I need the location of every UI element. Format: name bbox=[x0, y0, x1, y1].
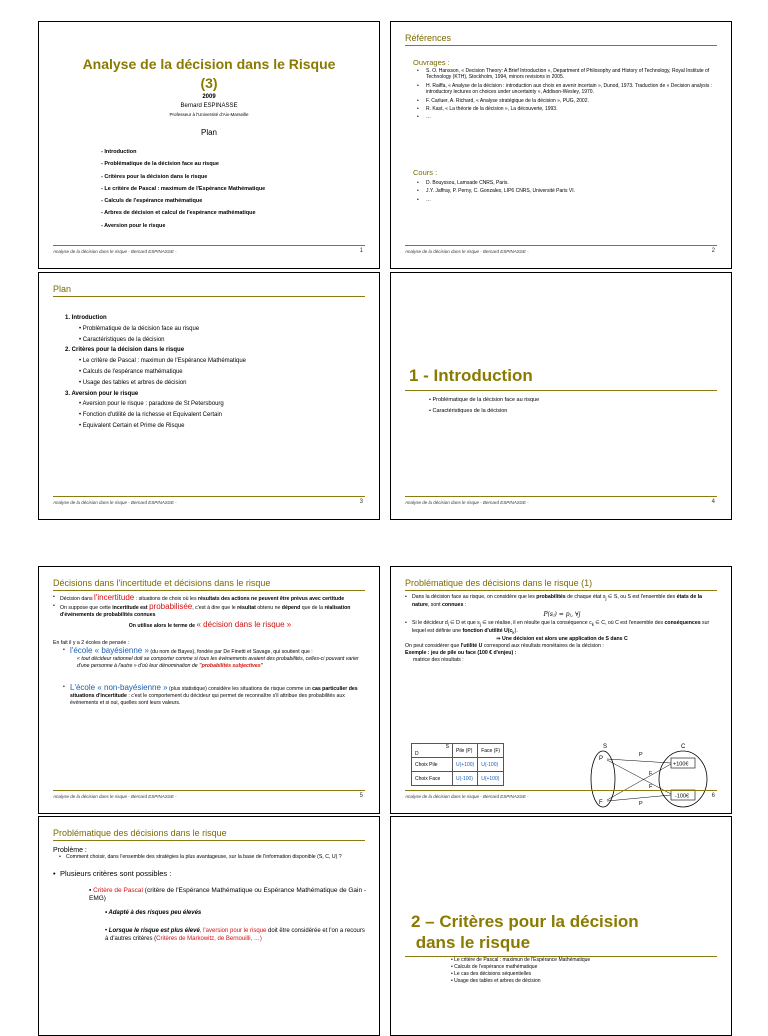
section-item: • Problématique de la décision face au risque bbox=[79, 325, 200, 332]
year: 2009 bbox=[202, 94, 216, 100]
arrow-pile-loss bbox=[607, 760, 671, 794]
matrix-label: matrice des résultats : bbox=[413, 657, 464, 664]
page-number: 2 bbox=[711, 248, 715, 254]
reference-item: • … bbox=[417, 114, 713, 120]
books-heading: Ouvrages : bbox=[413, 58, 450, 67]
column-header: Face (F) bbox=[478, 744, 504, 758]
slide-footer bbox=[53, 790, 365, 803]
plan-item: - Le critère de Pascal : maximum de l'Espérance Mathématique bbox=[101, 185, 266, 192]
bullet-bayesian: • l'école « bayésienne » (du nom de Bayes), fondée par De Finetti et Savage, qui soutient que : bbox=[63, 647, 367, 656]
slide-5 bbox=[38, 566, 380, 814]
bayesian-quote: « tout décideur rationnel doit se comporter comme si tous les événements avaient des probabilités, celles-ci pouvant varier d'une personne à l'autre » d'où leur dénomination de "probabilités subjectives" bbox=[77, 656, 359, 669]
section-item: • Fonction d'utilité de la richesse et Equivalent Certain bbox=[79, 412, 223, 419]
slide-8 bbox=[390, 816, 732, 1036]
high-risk-note: • Lorsque le risque est plus élevé, l'aversion pour le risque doit être considérée et l'on a recours à d'autres critères (Critères de Markowitz, de Bernouilli, …) bbox=[105, 928, 365, 942]
bullet-non-bayesian: • L'école « non-bayésienne » (plus statistique) considère les situations de risque comme un cas particulier des situations d'incertitude : c'est le comportement du décideur qui permet de reconnaître s'il attribue des probabilités aux événements et si oui, quelles sont leurs valeurs. bbox=[63, 684, 367, 707]
probability-formula: P(sⱼ) = pⱼ, ∀j bbox=[543, 611, 581, 619]
section-item: • Le critère de Pascal : maximun de l'Espérance Mathématique bbox=[451, 957, 591, 963]
footer-text: Analyse de la décision dans le risque - Bernard ESPINASSE - bbox=[405, 249, 529, 254]
slide-1 bbox=[38, 21, 380, 269]
edge-label: P bbox=[639, 801, 643, 807]
criteria-heading: • Plusieurs critères sont possibles : bbox=[53, 869, 367, 879]
slide-4 bbox=[390, 272, 732, 520]
slide-6 bbox=[390, 566, 732, 814]
slide-footer bbox=[405, 245, 717, 258]
slide-footer bbox=[53, 245, 365, 258]
plan-label: Plan bbox=[200, 128, 217, 137]
state-pile: P bbox=[599, 756, 604, 762]
slide-title: Références bbox=[405, 33, 717, 46]
divider bbox=[405, 390, 717, 391]
slide-footer bbox=[405, 496, 717, 509]
edge-label: F bbox=[649, 784, 653, 790]
section-items bbox=[451, 957, 590, 985]
section-heading: 1. Introduction bbox=[65, 315, 107, 321]
problem-text: • Comment choisir, dans l'ensemble des stratégies la plus avantageuse, sur la base de l'information disponible (S, C, U) ? bbox=[59, 854, 367, 861]
section-items bbox=[429, 395, 539, 417]
affiliation: Professeur à l'Université d'Aix-Marseille bbox=[169, 112, 249, 117]
loss-value: -100€ bbox=[675, 793, 690, 800]
bullet-uncertainty: • Décision dans l'incertitude : situations de choix où les résultats des actions ne peuvent être prévus avec certitude bbox=[53, 594, 367, 603]
title-line-2: dans le risque bbox=[411, 933, 531, 952]
footer-text: Analyse de la décision dans le risque - Bernard ESPINASSE - bbox=[405, 500, 529, 505]
edge-label: P bbox=[639, 752, 643, 758]
section-item: • Calculs de l'espérance mathématique bbox=[451, 964, 538, 970]
bullet-consequence: • Si le décideur $d_i$ ∈ D et que $s_j$ ∈ se réalise, il en résulte que la conséquence $c_k$ ∈ C, où C est l'ensemble des conséquences sur lequel est définie une fonction d'utilité $U(c_k)$. bbox=[405, 620, 719, 636]
title-line-1: Analyse de la décision dans le Risque bbox=[82, 56, 336, 72]
section-item: • Le cas des décisions séquentielles bbox=[451, 971, 532, 977]
footer-text: Analyse de la décision dans le risque - Bernard ESPINASSE - bbox=[53, 500, 177, 505]
section-item: • Problématique de la décision face au risque bbox=[429, 397, 540, 403]
courses-heading: Cours : bbox=[413, 168, 438, 177]
reference-item: • F. Carluer, A. Richard, « Analyse stratégique de la décision », PUG, 2002. bbox=[417, 98, 713, 104]
section-item: • Aversion pour le risque : paradoxe de St Petersbourg bbox=[79, 401, 224, 408]
result-matrix bbox=[411, 743, 504, 786]
table-cell: U(-100) bbox=[453, 772, 478, 786]
plan-item: - Calculs de l'espérance mathématique bbox=[101, 198, 203, 205]
schools-intro: En fait il y a 2 écoles de pensée : bbox=[53, 640, 130, 646]
slide-3 bbox=[38, 272, 380, 520]
row-label: Choix Face bbox=[412, 772, 453, 786]
courses-list bbox=[417, 180, 713, 205]
row-label: Choix Pile bbox=[412, 758, 453, 772]
section-item: • Equivalent Certain et Prime de Risque bbox=[79, 422, 185, 429]
section-item: • Caractéristiques de la décision bbox=[79, 336, 165, 343]
table-cell: U(-100) bbox=[478, 758, 504, 772]
adapted-note: • Adapté à des risques peu élevés bbox=[105, 910, 202, 916]
section-item: • Calculs de l'espérance mathématique bbox=[79, 368, 183, 375]
column-header: Pile (P) bbox=[453, 744, 478, 758]
table-row bbox=[412, 758, 504, 772]
table-cell: U(+100) bbox=[453, 758, 478, 772]
slide-2 bbox=[390, 21, 732, 269]
page-number: 3 bbox=[359, 499, 363, 505]
set-s-label: S bbox=[603, 744, 608, 750]
slide-title: Problématique des décisions dans le risque bbox=[53, 828, 365, 841]
page-number: 5 bbox=[359, 793, 363, 799]
plan-item: - Critères pour la décision dans le risque bbox=[101, 173, 208, 180]
bullet-probabilised: • On suppose que cette incertitude est probabilisée, c'est à dire que le résultat obtenu ne dépend que de la réalisation d'événements de probabilités connues bbox=[53, 603, 367, 619]
section-title bbox=[411, 911, 639, 953]
example-heading: Exemple : jeu de pile ou face (100 € d'enjeu) : bbox=[405, 650, 517, 657]
edge-label: F bbox=[649, 771, 653, 777]
slide-title: Plan bbox=[53, 284, 365, 297]
reference-item: • J.Y. Jaffray, P. Perny, C. Gonzales, LIP6 CNRS, Université Paris VI. bbox=[417, 188, 713, 194]
utility-note: On peut considérer que l'utilité U correspond aux résultats monétaires de la décision : bbox=[405, 643, 604, 650]
section-item: • Usage des tables et arbres de décision bbox=[451, 978, 541, 984]
title-line-1: 2 – Critères pour la décision bbox=[411, 912, 639, 931]
arrow-pile-gain bbox=[607, 759, 671, 763]
table-cell: U(+100) bbox=[478, 772, 504, 786]
page-number: 6 bbox=[711, 793, 715, 799]
plan-item: - Introduction bbox=[101, 149, 137, 155]
footer-text: Analyse de la décision dans le risque - Bernard ESPINASSE - bbox=[53, 794, 177, 799]
title-line-2: (3) bbox=[200, 75, 218, 91]
bullet-probabilities: • Dans la décision face au risque, on considère que les probabilités de chaque état $s_j$ ∈ S, ou S est l'ensemble des états de la nature, sont connues : bbox=[405, 594, 719, 609]
section-item: • Usage des tables et arbres de décision bbox=[79, 379, 187, 386]
risk-term: On utilise alors le terme de « décision dans le risque » bbox=[128, 620, 292, 629]
slide-footer bbox=[405, 790, 717, 803]
author: Bernard ESPINASSE bbox=[180, 103, 238, 109]
reference-item: • S. O. Hansson, « Decision Theory: A Brief Introduction », Department of Philosophy and History of Technology, Royal Institute of Technology (KTH), Stockholm, 1994, minors revisions in 2005. bbox=[417, 68, 713, 81]
section-heading: 2. Critères pour la décision dans le risque bbox=[65, 347, 185, 354]
section-heading: 3. Aversion pour le risque bbox=[65, 390, 139, 397]
section-item: • Le critère de Pascal : maximun de l'Espérance Mathématique bbox=[79, 358, 247, 365]
slide-body bbox=[53, 847, 367, 943]
page-number: 1 bbox=[359, 248, 363, 254]
slide-7 bbox=[38, 816, 380, 1036]
section-item: • Caractéristiques de la décision bbox=[429, 408, 508, 414]
plan-item: - Arbres de décision et calcul de l'espérance mathématique bbox=[101, 210, 256, 217]
slide-body bbox=[405, 594, 719, 664]
footer-text: Analyse de la décision dans le risque - Bernard ESPINASSE - bbox=[53, 249, 177, 254]
plan-item: - Problématique de la décision face au risque bbox=[101, 161, 219, 168]
plan-item: - Aversion pour le risque bbox=[101, 222, 166, 229]
reference-item: • H. Raiffa, « Analyse de la décision : introduction aux choix en avenir incertain », Dunod, 1973. Traduction de « Decision analysis : introductory lectures on choices under uncertainty », Addison-Wesley, 1970. bbox=[417, 83, 713, 96]
set-c-label: C bbox=[681, 744, 686, 750]
section-title: 1 - Introduction bbox=[409, 366, 533, 385]
slide-title: Problématique des décisions dans le risque (1) bbox=[405, 578, 717, 591]
matrix-corner: S D bbox=[412, 744, 453, 758]
reference-item: • … bbox=[417, 197, 713, 203]
slide-footer bbox=[53, 496, 365, 509]
reference-item: • D. Bouyssou, Lamsade CNRS, Paris. bbox=[417, 180, 713, 186]
decision-mapping: ⇒ Une décision est alors une application de S dans C bbox=[496, 636, 628, 643]
slide-title: Décisions dans l'incertitude et décisions dans le risque bbox=[53, 578, 365, 591]
footer-text: Analyse de la décision dans le risque - Bernard ESPINASSE - bbox=[405, 794, 529, 799]
pascal-criterion: ▪ Critère de Pascal (critère de l'Espérance Mathématique ou Espérance Mathématique de Gain - EMG) bbox=[89, 887, 367, 902]
state-face: F bbox=[599, 800, 603, 806]
plan-list bbox=[101, 146, 265, 232]
reference-item: • R. Kast, « La théorie de la décision », La découverte, 1993. bbox=[417, 106, 713, 112]
page-number: 4 bbox=[711, 499, 715, 505]
books-list bbox=[417, 68, 713, 123]
problem-heading: Problème : bbox=[53, 847, 87, 854]
slide-body bbox=[53, 594, 367, 707]
gain-value: +100€ bbox=[673, 761, 689, 768]
presentation-title bbox=[39, 55, 379, 93]
table-row bbox=[412, 772, 504, 786]
plan-outline bbox=[65, 313, 365, 432]
